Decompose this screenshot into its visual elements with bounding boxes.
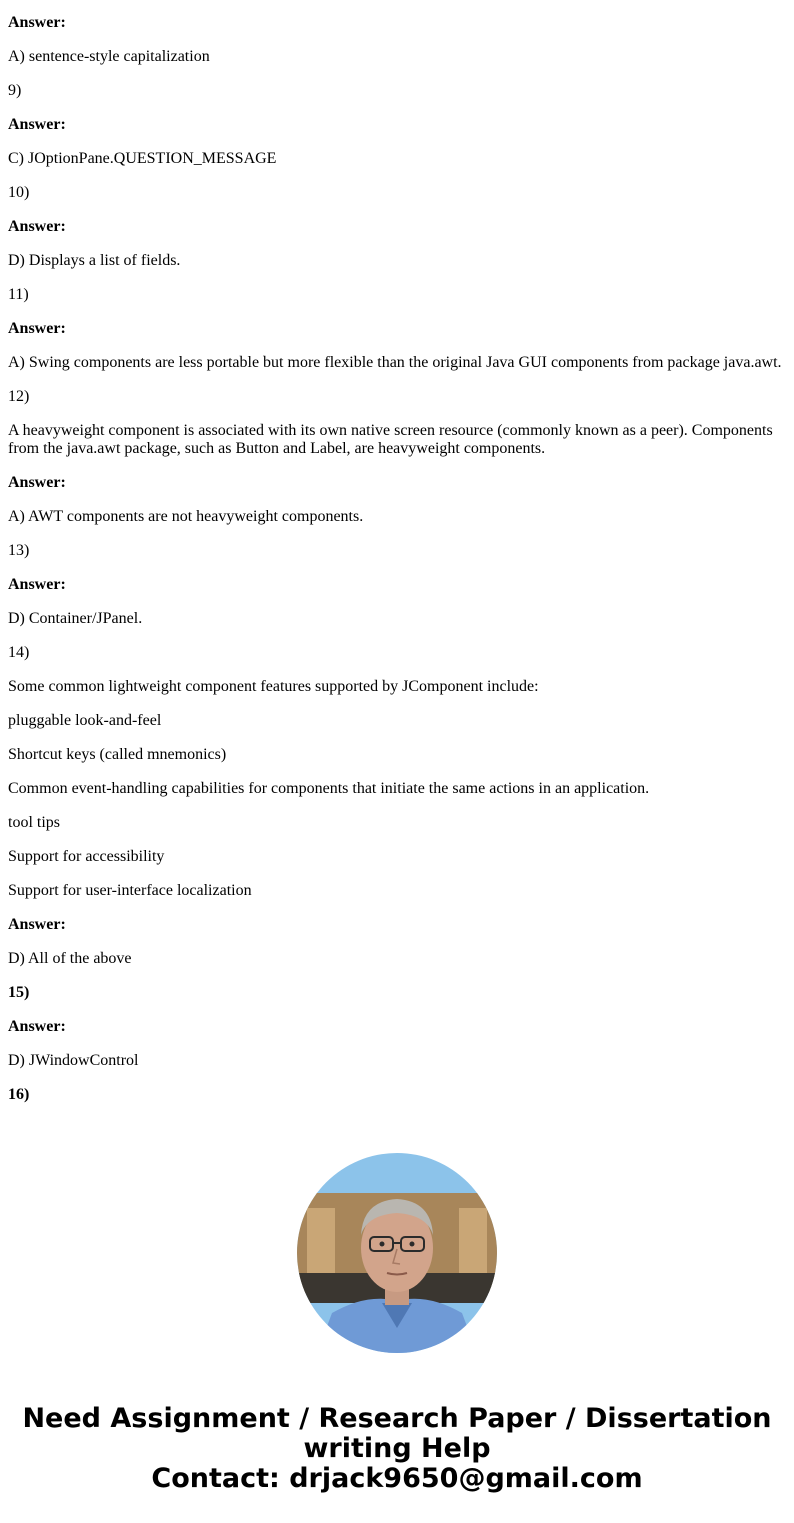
promo-line-2: writing Help bbox=[303, 1433, 491, 1464]
question-number: 16) bbox=[8, 1086, 30, 1103]
photo-eye-left bbox=[380, 1242, 385, 1247]
promo-contact: Contact: drjack9650@gmail.com bbox=[151, 1463, 643, 1494]
answer-label: Answer: bbox=[8, 916, 66, 933]
answer-label: Answer: bbox=[8, 1018, 66, 1035]
question-number: 13) bbox=[8, 542, 30, 559]
feature-item: tool tips bbox=[8, 814, 61, 831]
answer-label: Answer: bbox=[8, 116, 66, 133]
answer-text: A) sentence-style capitalization bbox=[8, 48, 210, 65]
answer-text: D) All of the above bbox=[8, 950, 132, 967]
feature-item: Shortcut keys (called mnemonics) bbox=[8, 746, 227, 763]
feature-item: Support for accessibility bbox=[8, 848, 165, 865]
photo-eye-right bbox=[410, 1242, 415, 1247]
feature-item: pluggable look-and-feel bbox=[8, 712, 162, 729]
feature-item: Support for user-interface localization bbox=[8, 882, 252, 899]
answer-text: A) AWT components are not heavyweight components. bbox=[8, 508, 364, 525]
answer-text: D) Container/JPanel. bbox=[8, 610, 143, 627]
question-number: 12) bbox=[8, 388, 30, 405]
author-portrait-icon bbox=[297, 1153, 497, 1353]
question-number: 15) bbox=[8, 984, 30, 1001]
question-number: 14) bbox=[8, 644, 30, 661]
author-photo bbox=[297, 1153, 497, 1353]
answer-label: Answer: bbox=[8, 218, 66, 235]
question-number: 9) bbox=[8, 82, 22, 99]
answer-label: Answer: bbox=[8, 14, 66, 31]
answer-text: C) JOptionPane.QUESTION_MESSAGE bbox=[8, 150, 277, 167]
answer-text: D) JWindowControl bbox=[8, 1052, 139, 1069]
promo-banner bbox=[0, 1404, 794, 1494]
promo-line-1: Need Assignment / Research Paper / Dissertation bbox=[22, 1403, 772, 1434]
answer-label: Answer: bbox=[8, 474, 66, 491]
question-number: 11) bbox=[8, 286, 29, 303]
feature-item: Common event-handling capabilities for components that initiate the same actions in an application. bbox=[8, 780, 650, 797]
answer-label: Answer: bbox=[8, 576, 66, 593]
explanation-text: A heavyweight component is associated with its own native screen resource (commonly known as a peer). Components from the java.awt package, such as Button and Label, are heavyweight components. bbox=[8, 422, 773, 457]
question-number: 10) bbox=[8, 184, 30, 201]
explanation-text: Some common lightweight component features supported by JComponent include: bbox=[8, 678, 539, 695]
answer-text: A) Swing components are less portable but more flexible than the original Java GUI components from package java.awt. bbox=[8, 354, 782, 371]
answer-label: Answer: bbox=[8, 320, 66, 337]
answer-text: D) Displays a list of fields. bbox=[8, 252, 181, 269]
document-body bbox=[8, 0, 788, 1123]
